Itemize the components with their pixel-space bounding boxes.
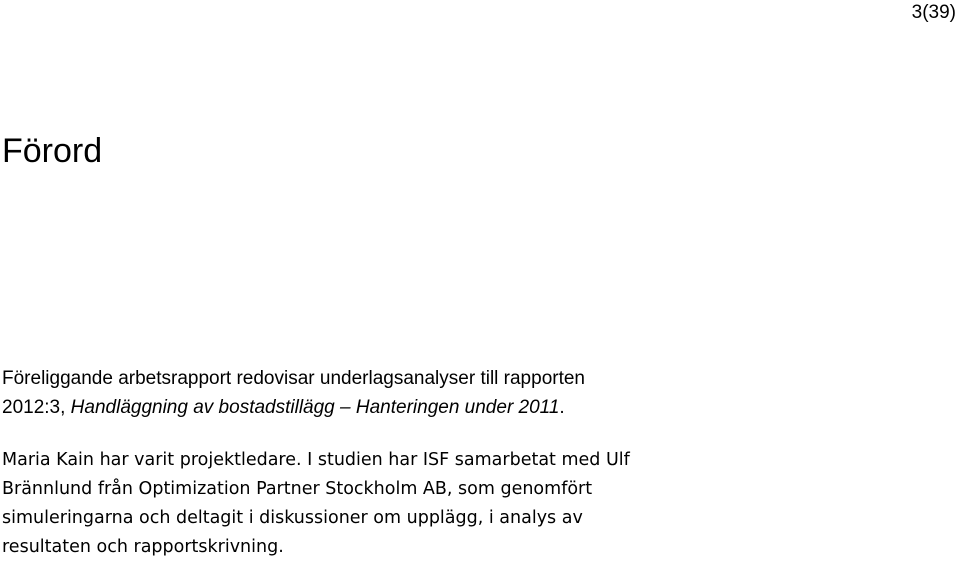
intro-line-1: Föreliggande arbetsrapport redovisar underlagsanalyser till rapporten bbox=[2, 368, 585, 389]
intro-paragraph bbox=[2, 364, 585, 422]
intro-line-2-suffix: . bbox=[559, 397, 565, 418]
intro-line-2-prefix: 2012:3, bbox=[2, 397, 71, 418]
body-line: resultaten och rapportskrivning. bbox=[2, 537, 284, 557]
page-heading: Förord bbox=[2, 132, 103, 170]
body-line: Brännlund från Optimization Partner Stockholm AB, som genomfört bbox=[2, 479, 593, 499]
body-line: Maria Kain har varit projektledare. I studien har ISF samarbetat med Ulf bbox=[2, 450, 630, 470]
page-number: 3(39) bbox=[911, 2, 956, 23]
report-title: Handläggning av bostadstillägg – Hanteringen under 2011 bbox=[70, 397, 560, 418]
body-line: simuleringarna och deltagit i diskussioner om upplägg, i analys av bbox=[2, 508, 583, 528]
body-paragraph bbox=[2, 446, 630, 562]
